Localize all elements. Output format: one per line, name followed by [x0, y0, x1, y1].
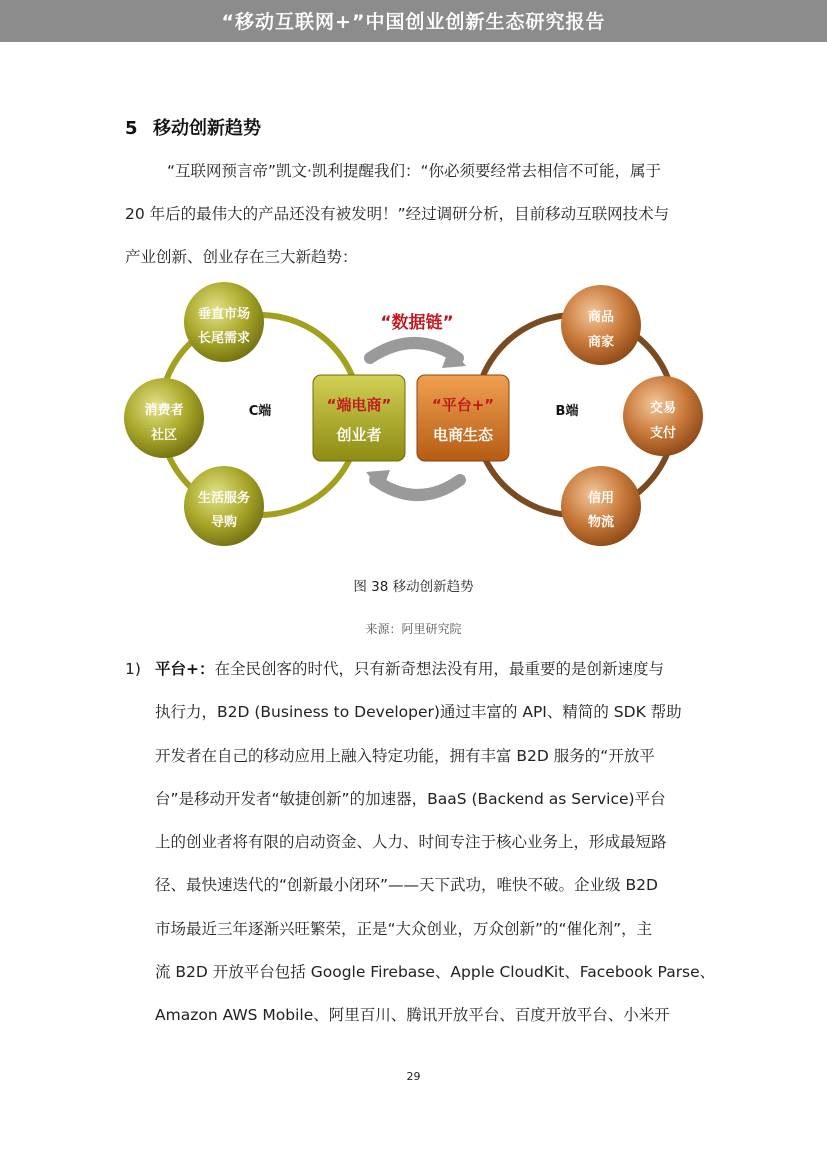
- list-term: 平台+：: [155, 660, 215, 678]
- page-number: 29: [406, 1070, 421, 1083]
- top-cycle-arrow-icon: [370, 343, 466, 368]
- figure-caption: 图 38 移动创新趋势: [353, 579, 474, 595]
- node-goods-merchants: [561, 285, 641, 365]
- trend-list: [125, 654, 715, 1044]
- b-side-label: B端: [555, 404, 579, 419]
- list-line: 径、最快速迭代的“创新最小闭环”——天下武功，唯快不破。企业级 B2D: [155, 876, 658, 895]
- platform-plus-subtitle: 电商生态: [432, 426, 494, 444]
- bottom-cycle-arrow-icon: [366, 470, 460, 495]
- list-index: 1): [125, 660, 141, 678]
- node-text: 生活服务: [197, 491, 251, 506]
- node-text: 消费者: [144, 403, 184, 418]
- node-text: 商品: [587, 310, 615, 325]
- c-side-label: C端: [248, 404, 272, 419]
- list-line: 开发者在自己的移动应用上融入特定功能，拥有丰富 B2D 服务的“开放平: [155, 746, 655, 765]
- list-line: 台”是移动开发者“敏捷创新”的加速器，BaaS (Backend as Service)平台: [155, 789, 666, 808]
- node-consumer-community: [124, 378, 204, 458]
- list-line: 执行力，B2D (Business to Developer)通过丰富的 API、精简的 SDK 帮助: [155, 703, 682, 722]
- intro-line: 产业创新、创业存在三大新趋势：: [125, 248, 358, 266]
- list-item: [125, 654, 715, 697]
- figure-source: 来源：阿里研究院: [365, 622, 462, 636]
- platform-plus-title: “平台+”: [431, 396, 495, 414]
- list-line: Amazon AWS Mobile、阿里百川、腾讯开放平台、百度开放平台、小米开: [155, 1006, 670, 1025]
- node-text: 支付: [649, 426, 677, 441]
- section-title: [125, 114, 261, 140]
- node-text: 长尾需求: [197, 331, 251, 346]
- trend-diagram: [120, 280, 710, 560]
- list-line: 在全民创客的时代，只有新奇想法没有用，最重要的是创新速度与: [214, 660, 665, 678]
- list-line: 流 B2D 开放平台包括 Google Firebase、Apple CloudKit、Facebook Parse、: [155, 963, 716, 982]
- node-text: 交易: [649, 401, 677, 416]
- node-trade-payment: [623, 376, 703, 456]
- node-text: 物流: [587, 515, 615, 530]
- intro-paragraph: [125, 157, 705, 286]
- terminal-ecommerce-subtitle: 创业者: [336, 426, 382, 444]
- intro-line: 20 年后的最伟大的产品还没有被发明！”经过调研分析，目前移动互联网技术与: [125, 205, 670, 223]
- node-text: 信用: [587, 491, 615, 506]
- node-text: 垂直市场: [197, 307, 251, 322]
- platform-plus-box: [417, 375, 509, 461]
- section-number: 5: [125, 118, 138, 139]
- header-title: “移动互联网+”中国创业创新生态研究报告: [221, 11, 606, 33]
- page-header: [0, 0, 827, 42]
- terminal-ecommerce-title: “端电商”: [326, 396, 392, 414]
- list-line: 上的创业者将有限的启动资金、人力、时间专注于核心业务上，形成最短路: [155, 833, 667, 852]
- section-heading: 移动创新趋势: [153, 118, 261, 139]
- node-text: 导购: [210, 515, 238, 530]
- intro-line: “互联网预言帝”凯文·凯利提醒我们：“你必须要经常去相信不可能，属于: [167, 162, 662, 180]
- node-text: 商家: [587, 335, 615, 350]
- node-vertical-market: [184, 282, 264, 362]
- innovation-trend-figure: [120, 280, 710, 560]
- terminal-ecommerce-box: [313, 375, 405, 461]
- data-chain-label: “数据链”: [380, 313, 454, 333]
- node-text: 社区: [150, 428, 178, 443]
- node-credit-logistics: [561, 466, 641, 546]
- list-line: 市场最近三年逐渐兴旺繁荣，正是“大众创业，万众创新”的“催化剂”，主: [155, 919, 653, 938]
- node-life-services: [184, 466, 264, 546]
